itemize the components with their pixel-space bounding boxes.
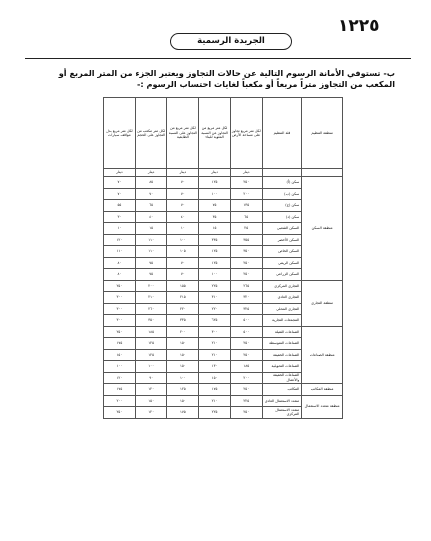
currency-blank xyxy=(262,169,302,177)
fee-value-cell: ١٥٠ xyxy=(199,372,231,384)
fee-value-cell: ١٢٥ xyxy=(135,338,167,350)
fee-value-cell: ١٠٠ xyxy=(135,361,167,373)
category-cell: سكن (ب) xyxy=(262,188,302,200)
intro-line-1: ب- تستوفي الأمانة الرسوم التالية عن حالات التجاوز ويعتبر الجزء من المتر المربع أو xyxy=(58,68,395,78)
category-cell: الصناعات الخفيفة xyxy=(262,349,302,361)
fee-value-cell: ٧٠ xyxy=(167,200,199,212)
fee-value-cell: ٢٥٠ xyxy=(104,407,136,419)
fee-value-cell: ٤٠ xyxy=(135,211,167,223)
category-cell: السكن الزراعي xyxy=(262,269,302,281)
category-cell: متعدد الاستعمال المركزي xyxy=(262,407,302,419)
fee-value-cell: ٢٢٥ xyxy=(199,407,231,419)
category-cell: سكن (د) xyxy=(262,211,302,223)
fee-value-cell: ٢٥٠ xyxy=(230,349,262,361)
fee-value-cell: ٢٥٠ xyxy=(230,407,262,419)
currency-label: دينار xyxy=(230,169,262,177)
fee-value-cell: ٦٥ xyxy=(135,200,167,212)
fee-value-cell: ٢٥٠ xyxy=(104,280,136,292)
fee-value-cell: ١٠٠ xyxy=(104,361,136,373)
category-cell: السكن الريفي xyxy=(262,257,302,269)
fee-value-cell: ٣٠٠ xyxy=(104,315,136,327)
fee-value-cell: ٢٠٠ xyxy=(230,188,262,200)
fee-value-cell: ٢٢٠ xyxy=(167,303,199,315)
fee-value-cell: ٢٥ xyxy=(230,223,262,235)
fee-value-cell: ٣٢٥ xyxy=(230,303,262,315)
category-cell: السكن الأخضر xyxy=(262,234,302,246)
fee-value-cell: ٢٦٠ xyxy=(135,303,167,315)
fee-value-cell: ١٠٠ xyxy=(167,234,199,246)
fee-value-cell: ٧٠ xyxy=(135,188,167,200)
fee-value-cell: ١٥٥ xyxy=(167,280,199,292)
table-row xyxy=(104,177,343,189)
fee-value-cell: ١٧٥ xyxy=(167,407,199,419)
header-parking: لكل متر مربع بدل مواقف سيارات xyxy=(104,98,136,169)
fee-value-cell: ٢٦٥ xyxy=(230,280,262,292)
category-cell: المكاتب xyxy=(262,384,302,396)
currency-label: دينار xyxy=(167,169,199,177)
fee-value-cell: ٧٠ xyxy=(104,177,136,189)
fee-value-cell: ٢٠٠ xyxy=(135,280,167,292)
fee-value-cell: ١٢٠ xyxy=(135,407,167,419)
fee-value-cell: ٣٠ xyxy=(104,211,136,223)
fee-value-cell: ٢٠٠ xyxy=(167,326,199,338)
fee-value-cell: ٧٥ xyxy=(199,200,231,212)
fee-value-cell: ٢١٠ xyxy=(199,349,231,361)
fee-value-cell: ١٢٠ xyxy=(104,372,136,384)
table-row xyxy=(104,384,343,396)
table-row xyxy=(104,326,343,338)
fee-value-cell: ٣٣٥ xyxy=(167,315,199,327)
fee-value-cell: ٥٥ xyxy=(104,200,136,212)
category-cell: التجاري المركزي xyxy=(262,280,302,292)
intro-paragraph xyxy=(40,68,395,90)
fee-value-cell: ٣١٠ xyxy=(199,292,231,304)
fee-value-cell: ١٥٠ xyxy=(167,338,199,350)
fee-value-cell: ١٧٥ xyxy=(199,384,231,396)
fee-value-cell: ١٥ xyxy=(135,223,167,235)
category-cell: سكن (ج) xyxy=(262,200,302,212)
category-cell: سكن (أ) xyxy=(262,177,302,189)
fee-value-cell: ١٠٠ xyxy=(199,269,231,281)
category-cell: المجمعات التجارية xyxy=(262,315,302,327)
zone-name-cell: منطقة السكن xyxy=(302,177,343,281)
currency-label: دينار xyxy=(135,169,167,177)
category-cell: التجاري المحلي xyxy=(262,303,302,315)
fee-value-cell: ١١٠ xyxy=(135,234,167,246)
fee-value-cell: ٣٣٥ xyxy=(199,234,231,246)
fee-value-cell: ٢٥٠ xyxy=(104,326,136,338)
header-building-ratio: لكل متر مربع من التجاوز عن النسبة المئوية للبناء xyxy=(199,98,231,169)
fee-value-cell: ٧٠ xyxy=(167,177,199,189)
fee-value-cell: ٢٢٠ xyxy=(199,303,231,315)
table-currency-row xyxy=(104,169,343,177)
table-header-row xyxy=(104,98,343,169)
category-cell: التجاري العادي xyxy=(262,292,302,304)
fee-value-cell: ١٨٥ xyxy=(230,361,262,373)
fee-value-cell: ٢٠٠ xyxy=(104,395,136,407)
category-cell: الصناعات الخفيفة والأعمال xyxy=(262,372,302,384)
fee-value-cell: ١١٠ xyxy=(104,246,136,258)
fee-value-cell: ٣٠٠ xyxy=(104,292,136,304)
fee-value-cell: ١٢٠ xyxy=(104,234,136,246)
fee-value-cell: ٦٥ xyxy=(230,211,262,223)
header-floor-ratio: لكل متر مربع من التجاوز على النسبة الطابقية xyxy=(167,98,199,169)
category-cell: متعدد الاستعمال العادي xyxy=(262,395,302,407)
category-cell: الصناعات التحويلية xyxy=(262,361,302,373)
table-row xyxy=(104,280,343,292)
fee-value-cell: ٢١٠ xyxy=(135,292,167,304)
fee-value-cell: ٨٥ xyxy=(135,177,167,189)
fee-value-cell: ٣٥ xyxy=(199,211,231,223)
fee-value-cell: ٣٢٠ xyxy=(230,292,262,304)
fee-value-cell: ١٨٥ xyxy=(135,326,167,338)
fee-value-cell: ١١٠ xyxy=(135,246,167,258)
fee-value-cell: ٧٥ xyxy=(135,257,167,269)
header-land-area: لكل متر مربع تجاوز على مساحة الأرض xyxy=(230,98,262,169)
fee-value-cell: ٢١٠ xyxy=(199,338,231,350)
fee-value-cell: ١٥ xyxy=(199,223,231,235)
fee-value-cell: ٣٠٠ xyxy=(104,303,136,315)
fee-value-cell: ٢٥٠ xyxy=(230,269,262,281)
fee-value-cell: ٧٠ xyxy=(167,188,199,200)
fee-value-cell: ٢٥٠ xyxy=(230,338,262,350)
fee-value-cell: ٥٠٠ xyxy=(230,326,262,338)
table-row xyxy=(104,395,343,407)
zone-name-cell: منطقة متعدد الاستعمال xyxy=(302,395,343,418)
intro-line-2: المكعب من التجاوز متراً مربعاً أو مكعباً لغايات احتساب الرسوم :- xyxy=(136,79,395,89)
fee-value-cell: ٢١٠ xyxy=(199,395,231,407)
fee-value-cell: ١٥٠ xyxy=(135,395,167,407)
fee-value-cell: ٣٥٠ xyxy=(135,315,167,327)
fee-value-cell: ٨٠ xyxy=(104,257,136,269)
fee-value-cell: ٤٠ xyxy=(167,211,199,223)
fee-value-cell: ١٢٥ xyxy=(199,257,231,269)
table-body xyxy=(104,177,343,419)
fee-value-cell: ١٧٥ xyxy=(104,384,136,396)
fee-value-cell: ٢٠٠ xyxy=(230,372,262,384)
header-category: فئة التنظيم xyxy=(262,98,302,169)
currency-label: دينار xyxy=(199,169,231,177)
zone-name-cell: منطقة المكاتب xyxy=(302,384,343,396)
fee-value-cell: ١٣٥ xyxy=(230,200,262,212)
fee-value-cell: ٢٥٠ xyxy=(230,257,262,269)
zone-name-cell: منطقة الصناعات xyxy=(302,326,343,384)
fee-value-cell: ٢٢٥ xyxy=(230,395,262,407)
fee-value-cell: ٧٥ xyxy=(135,269,167,281)
fee-value-cell: ١٠٠ xyxy=(199,188,231,200)
fee-value-cell: ١٠ xyxy=(167,223,199,235)
category-cell: الصناعات المتوسطة xyxy=(262,338,302,350)
fee-value-cell: ٢٥٠ xyxy=(230,177,262,189)
fee-value-cell: ١٣٠ xyxy=(199,361,231,373)
fee-value-cell: ١٢٥ xyxy=(199,177,231,189)
fee-value-cell: ١٧٥ xyxy=(104,338,136,350)
page-number: ١٢٢٥ xyxy=(338,16,380,36)
fee-value-cell: ٦٢٥ xyxy=(199,315,231,327)
header-zone: منطقة التنظيم xyxy=(302,98,343,169)
fee-value-cell: ١٠٥ xyxy=(167,246,199,258)
fee-value-cell: ٣٠٠ xyxy=(199,326,231,338)
fee-value-cell: ١٠ xyxy=(104,223,136,235)
fee-value-cell: ٣٥٠ xyxy=(230,246,262,258)
fee-value-cell: ١٢٠ xyxy=(135,384,167,396)
fee-value-cell: ٨٠ xyxy=(104,269,136,281)
header-divider xyxy=(25,58,411,59)
fee-value-cell: ٢٥٠ xyxy=(230,384,262,396)
fee-value-cell: ٥٠٠ xyxy=(230,315,262,327)
fee-value-cell: ٣٥٥ xyxy=(230,234,262,246)
fee-value-cell: ١٥٠ xyxy=(167,349,199,361)
header-volume: لكل متر مكعب من التجاوز على الحجم xyxy=(135,98,167,169)
currency-blank xyxy=(302,169,343,177)
fee-value-cell: ٩٠ xyxy=(135,372,167,384)
fee-value-cell: ١٥٠ xyxy=(104,349,136,361)
currency-label: دينار xyxy=(104,169,136,177)
fee-value-cell: ١٢٥ xyxy=(167,384,199,396)
fee-value-cell: ١٢٥ xyxy=(199,246,231,258)
masthead-title: الجريدة الرسمية xyxy=(170,33,292,50)
fee-value-cell: ١٥٠ xyxy=(167,395,199,407)
fee-value-cell: ١٠٠ xyxy=(167,372,199,384)
category-cell: السكن الخاص xyxy=(262,246,302,258)
fee-value-cell: ١٢٥ xyxy=(135,349,167,361)
fee-value-cell: ٢١٥ xyxy=(167,292,199,304)
zone-name-cell: منطقة التجاري xyxy=(302,280,343,326)
fees-table xyxy=(103,97,343,419)
fee-value-cell: ٧٠ xyxy=(104,188,136,200)
category-cell: الصناعات الثقيلة xyxy=(262,326,302,338)
fee-value-cell: ١٥٠ xyxy=(167,361,199,373)
fee-value-cell: ٧٠ xyxy=(167,269,199,281)
fee-value-cell: ٢٢٥ xyxy=(199,280,231,292)
category-cell: السكن الشعبي xyxy=(262,223,302,235)
fee-value-cell: ٧٠ xyxy=(167,257,199,269)
